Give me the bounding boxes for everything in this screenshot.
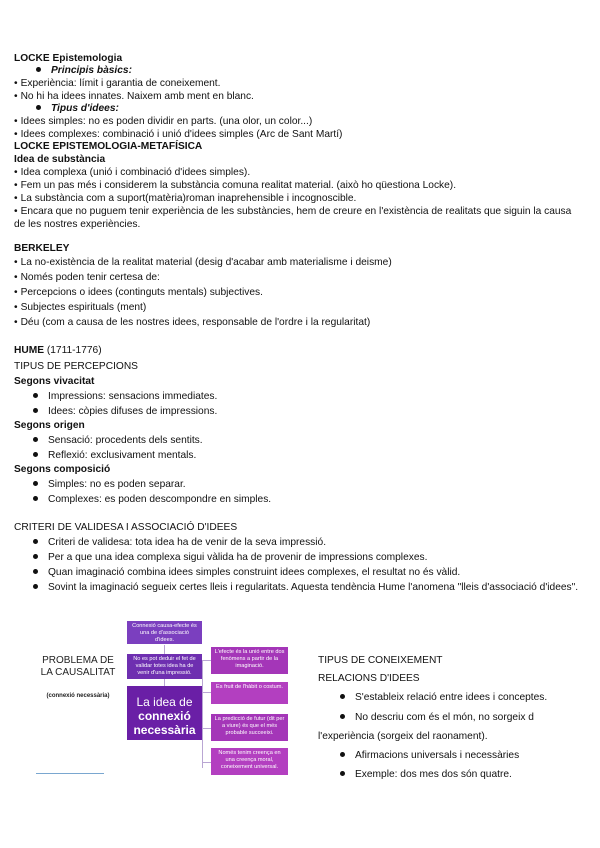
tipus-heading bbox=[36, 102, 119, 115]
list-item: • Experiència: límit i garantia de coneixement. bbox=[14, 77, 220, 90]
diagram-box-text: Només tenim creença en una creença moral, coneixement universal. bbox=[218, 750, 281, 770]
center-line3: necessària bbox=[133, 723, 196, 737]
diagram-box-text: La predicció de futur (dit per a viure) és que el més probable succeeixi. bbox=[214, 716, 285, 736]
list-item-text: Reflexió: exclusivament mentals. bbox=[48, 450, 197, 461]
continuation-text: l'experiència (sorgeix del raonament). bbox=[318, 731, 488, 742]
composicio-heading: Segons composició bbox=[14, 464, 111, 475]
list-item bbox=[340, 768, 512, 781]
coneixement-title: TIPUS DE CONEIXEMENT bbox=[318, 655, 443, 666]
list-item bbox=[340, 749, 519, 762]
diagram-title-line1: PROBLEMA DE bbox=[42, 655, 114, 666]
list-item bbox=[33, 478, 186, 491]
list-item-text: Per a que una idea complexa sigui vàlida ha de provenir de impressions complexes. bbox=[48, 552, 428, 563]
diagram-box-text: L'efecte és la unió entre dos fenòmens a partir de la imaginació. bbox=[214, 649, 285, 669]
diagram-box-text: No es pot deduir el fet de validar totes idea ha de venir d'una impressió. bbox=[133, 656, 196, 676]
locke-metafisica-title: LOCKE EPISTEMOLOGIA-METAFÍSICA bbox=[14, 141, 203, 152]
list-item bbox=[33, 551, 427, 564]
connector-line bbox=[202, 728, 211, 729]
connector-line bbox=[202, 660, 211, 661]
diagram-title bbox=[30, 655, 126, 679]
connector-line bbox=[202, 762, 211, 763]
list-item bbox=[33, 434, 203, 447]
hume-dates: (1711-1776) bbox=[46, 345, 102, 356]
list-item bbox=[33, 536, 326, 549]
connector-line bbox=[202, 692, 211, 693]
list-item-text: Simples: no es poden separar. bbox=[48, 479, 186, 490]
list-item: • La no-existència de la realitat material (desig d'acabar amb materialisme i deisme) bbox=[14, 256, 392, 269]
diagram-subtitle: (connexió necessària) bbox=[46, 693, 110, 699]
list-item-text: Afirmacions universals i necessàries bbox=[355, 750, 520, 761]
list-item: • Idea complexa (unió i combinació d'idees simples). bbox=[14, 166, 250, 179]
list-item-text: No descriu com és el món, no sorgeix d bbox=[355, 712, 534, 723]
center-line2: connexió bbox=[138, 709, 191, 723]
principis-heading bbox=[36, 64, 132, 77]
list-item-text: Quan imaginació combina idees simples construint idees complexes, el resultat no és vàlid. bbox=[48, 567, 461, 578]
list-item bbox=[340, 711, 534, 724]
list-item bbox=[33, 449, 196, 462]
diagram-box-right-1 bbox=[211, 647, 288, 674]
list-item: • Percepcions o idees (continguts mentals) subjectives. bbox=[14, 286, 263, 299]
diagram-box-left bbox=[127, 654, 202, 679]
locke-title: LOCKE Epistemologia bbox=[14, 53, 123, 64]
tipus-heading-text: Tipus d'idees: bbox=[51, 103, 119, 114]
list-item: • Subjectes espirituals (ment) bbox=[14, 301, 146, 314]
diagram-box-text: Connexió causa-efecte és una de d'associació d'idees. bbox=[132, 623, 197, 643]
diagram-box-right-3 bbox=[211, 714, 288, 741]
list-item bbox=[340, 691, 547, 704]
diagram-box-top bbox=[127, 621, 202, 644]
list-item bbox=[33, 581, 589, 594]
list-item: • Idees complexes: combinació i unió d'idees simples (Arc de Sant Martí) bbox=[14, 128, 342, 141]
list-item-text: Complexes: es poden descompondre en simples. bbox=[48, 494, 272, 505]
criteri-title: CRITERI DE VALIDESA I ASSOCIACIÓ D'IDEES bbox=[14, 522, 238, 533]
list-item: • Fem un pas més i considerem la substància comuna realitat material. (això ho qüestiona Locke). bbox=[14, 179, 456, 192]
list-item-text: Exemple: dos mes dos són quatre. bbox=[355, 769, 512, 780]
list-item bbox=[33, 405, 217, 418]
diagram-center-box bbox=[127, 686, 202, 740]
list-item: • Encara que no puguem tenir experiència de les substàncies, hem de creure en l'existència de realitats que siguin la causa de les nostres experiències. bbox=[14, 205, 584, 231]
hume-title-line bbox=[14, 344, 102, 357]
list-item-text: S'estableix relació entre idees i conceptes. bbox=[355, 692, 548, 703]
diagram-box-right-2 bbox=[211, 682, 288, 704]
connector-line bbox=[202, 660, 203, 768]
list-item-text: Sovint la imaginació segueix certes lleis i regularitats. Aquesta tendència Hume l'anomena "lleis d'associació d'idees". bbox=[48, 582, 579, 593]
tipus-percepcions-title: TIPUS DE PERCEPCIONS bbox=[14, 361, 138, 372]
diagram-box-right-4 bbox=[211, 748, 288, 775]
divider bbox=[36, 773, 104, 774]
berkeley-title: BERKELEY bbox=[14, 243, 70, 254]
origen-heading: Segons origen bbox=[14, 420, 85, 431]
list-item: • Déu (com a causa de les nostres idees, responsable de l'ordre i la regularitat) bbox=[14, 316, 370, 329]
vivacitat-heading: Segons vivacitat bbox=[14, 376, 95, 387]
hume-title: HUME bbox=[14, 345, 44, 356]
center-line1: La idea de bbox=[136, 695, 193, 709]
list-item: • No hi ha idees innates. Naixem amb ment en blanc. bbox=[14, 90, 254, 103]
diagram-box-text: Es fruit de l'hàbit o costum. bbox=[216, 684, 283, 690]
list-item: • Només poden tenir certesa de: bbox=[14, 271, 160, 284]
list-item bbox=[33, 566, 460, 579]
list-item: • La substància com a suport(matèria)roman inaprehensible i incognoscible. bbox=[14, 192, 356, 205]
list-item-text: Impressions: sensacions immediates. bbox=[48, 391, 218, 402]
list-item bbox=[33, 390, 217, 403]
list-item-text: Sensació: procedents dels sentits. bbox=[48, 435, 203, 446]
list-item: • Idees simples: no es poden dividir en parts. (una olor, un color...) bbox=[14, 115, 312, 128]
list-item-text: Idees: còpies difuses de impressions. bbox=[48, 406, 218, 417]
diagram-title-line2: LA CAUSALITAT bbox=[40, 667, 116, 678]
substancia-heading: Idea de substància bbox=[14, 154, 106, 165]
list-item bbox=[33, 493, 271, 506]
principis-heading-text: Principis bàsics: bbox=[51, 65, 132, 76]
list-item-text: Criteri de validesa: tota idea ha de venir de la seva impressió. bbox=[48, 537, 327, 548]
relacions-heading: RELACIONS D'IDEES bbox=[318, 673, 420, 684]
